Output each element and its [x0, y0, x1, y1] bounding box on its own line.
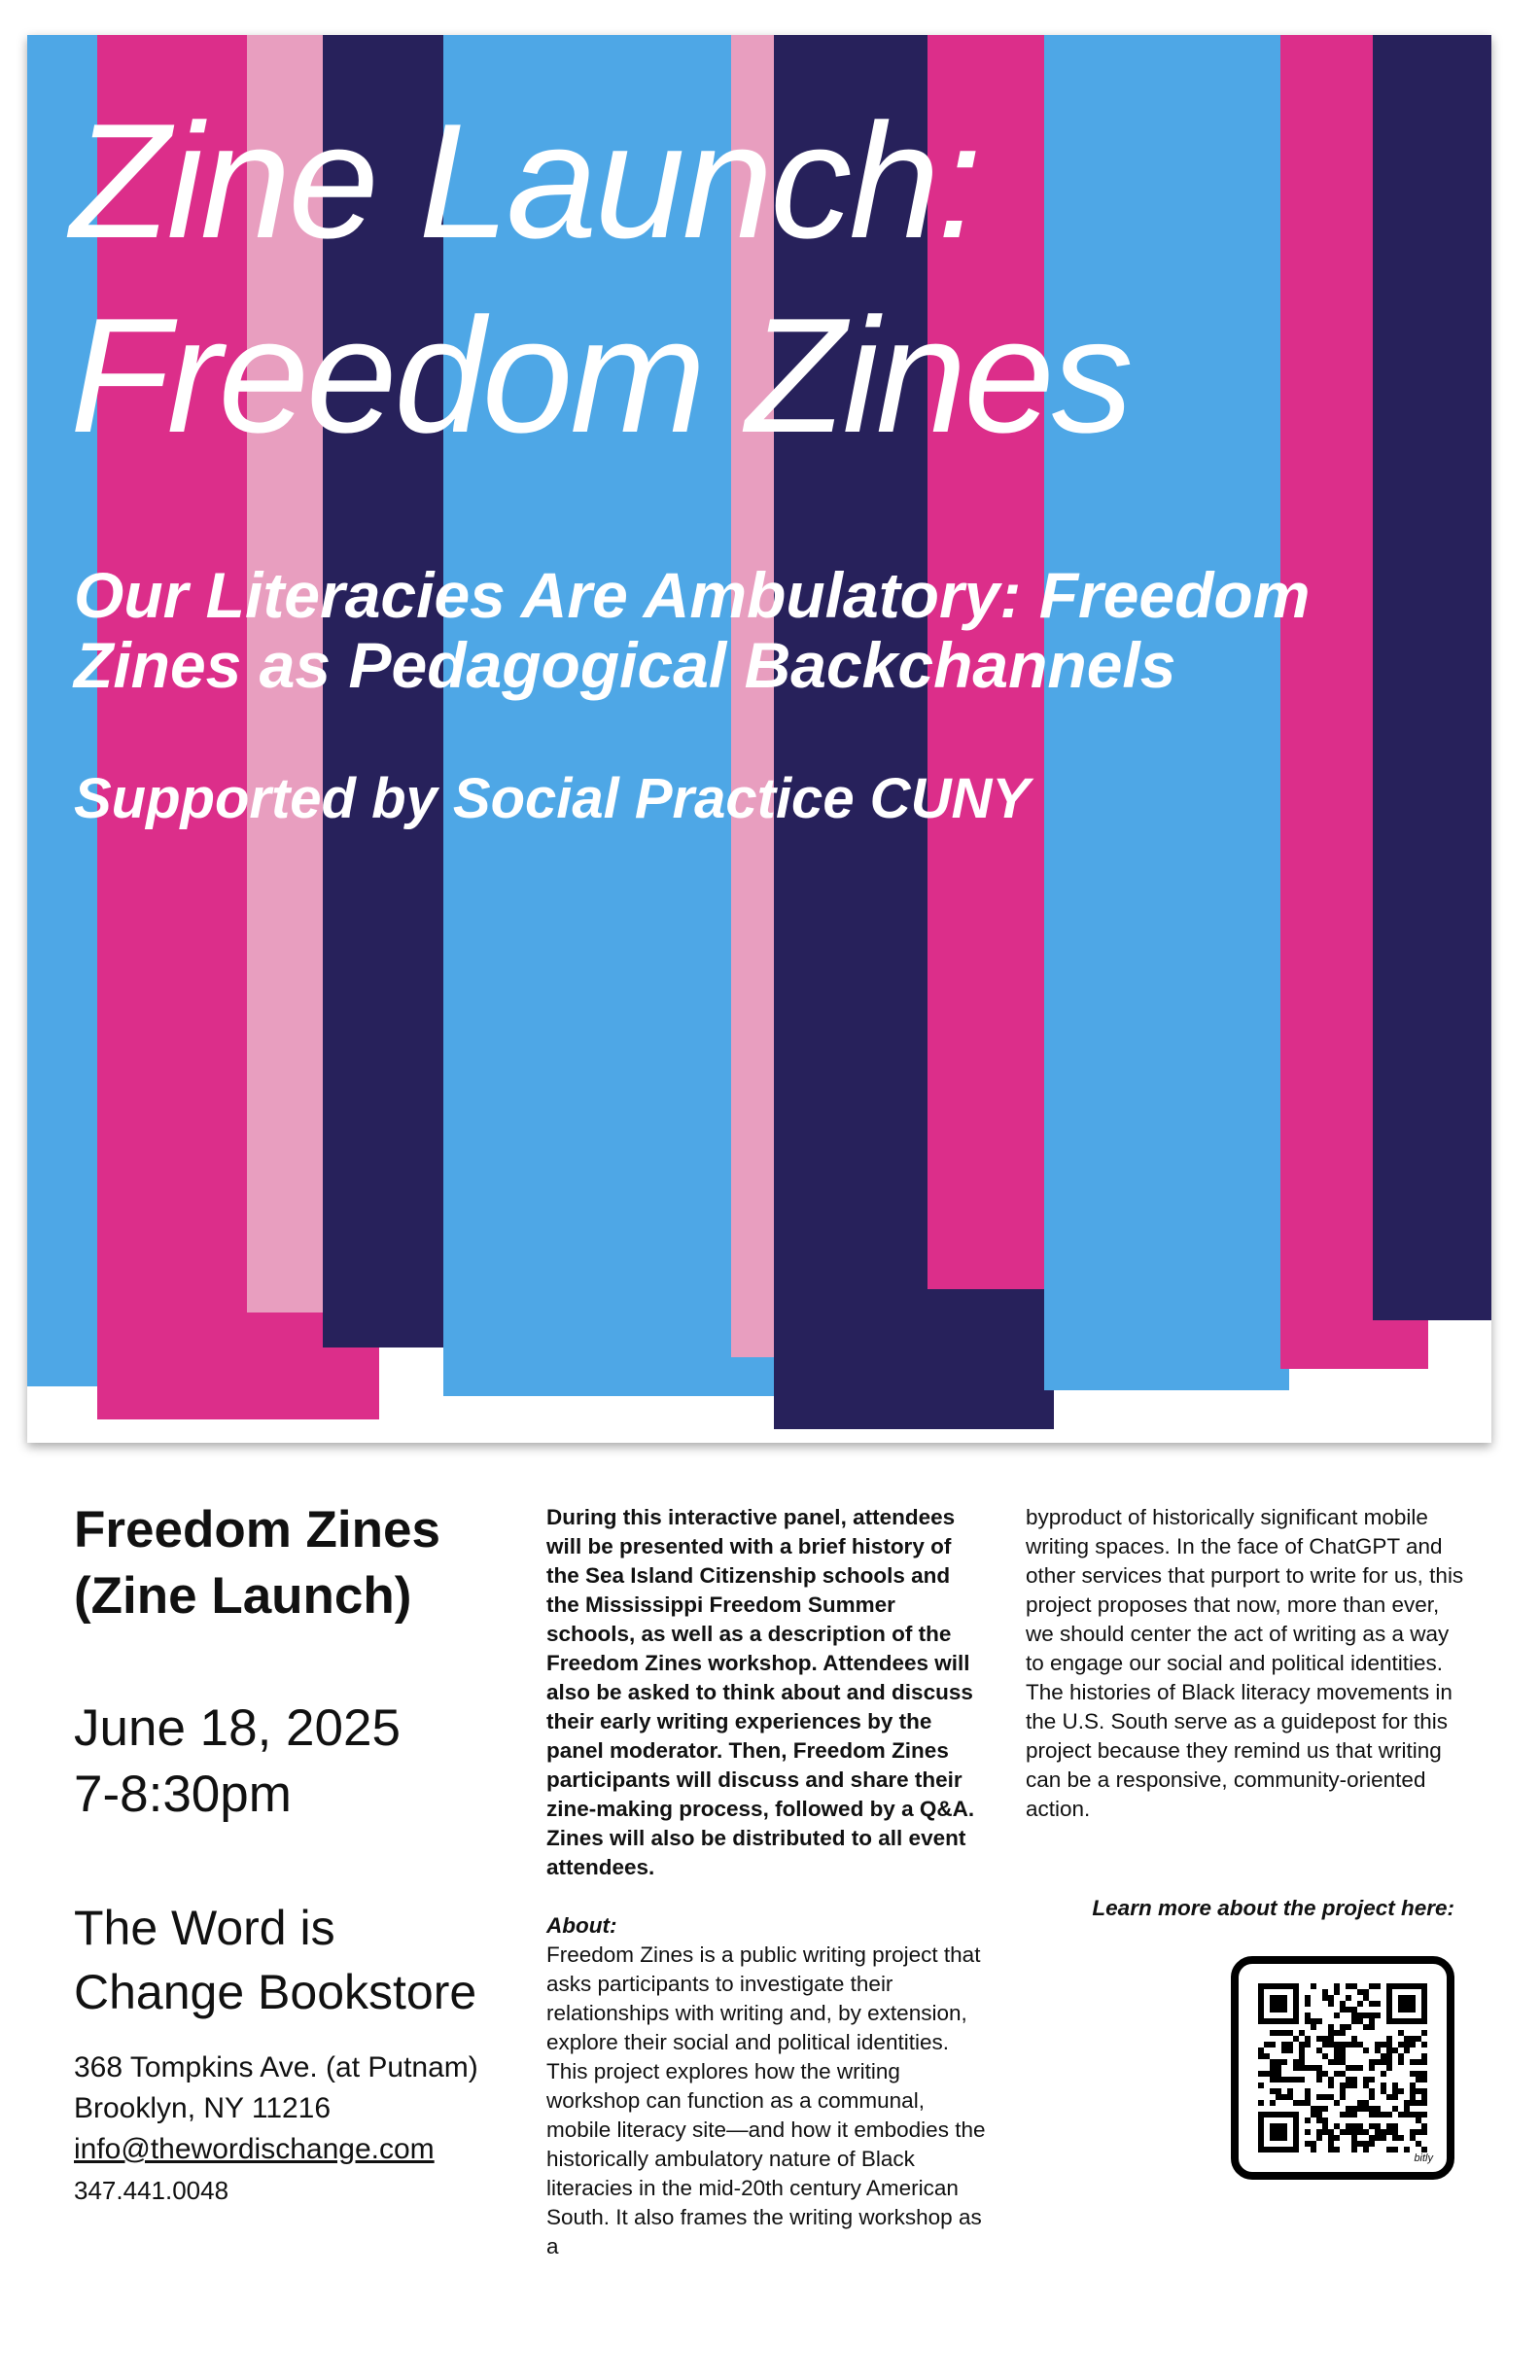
phone-number: 347.441.0048 [74, 2176, 229, 2205]
title-line-2: Freedom Zines [70, 284, 1131, 467]
event-time: 7-8:30pm [74, 1766, 292, 1823]
venue-name-line-2: Change Bookstore [74, 1965, 477, 2019]
about-label: About: [546, 1913, 617, 1938]
event-datetime [74, 1696, 401, 1828]
address-line-2: Brooklyn, NY 11216 [74, 2092, 332, 2124]
about-text-continued: byproduct of historically significant mobile writing spaces. In the face of ChatGPT and other services that purport to write for us, this project proposes that now, more than ever, we should center the act of writing as a way to engage our social and political identities. The histories of Black literacy movements in the U.S. South serve as a guidepost for this project because they remind us that writing can be a responsive, community-oriented action. [1026, 1505, 1464, 1821]
venue-name-line-1: The Word is [74, 1901, 335, 1955]
description-column-2 [1026, 1503, 1468, 1824]
event-name [74, 1497, 440, 1629]
address-line-1: 368 Tompkins Ave. (at Putnam) [74, 2051, 478, 2083]
qr-code-icon [1258, 1983, 1427, 2152]
about-text: Freedom Zines is a public writing project that asks participants to investigate their relationships with writing and, by extension, explore their social and political identities. This project explores how the writing workshop can function as a communal, mobile literacy site—and how it embodies the historically ambulatory nature of Black literacies in the mid-20th century American South. It also frames the writing workshop as a [546, 1942, 986, 2258]
email-link[interactable]: info@thewordischange.com [74, 2133, 435, 2165]
description-column-1 [546, 1503, 989, 2261]
bitly-brand: bitly [1414, 2152, 1433, 2164]
event-date: June 18, 2025 [74, 1699, 401, 1757]
venue-name [74, 1896, 476, 2024]
event-name-line-1: Freedom Zines [74, 1501, 440, 1558]
qr-code[interactable] [1231, 1956, 1454, 2180]
panel-description: During this interactive panel, attendees will be presented with a brief history of the Sea Island Citizenship schools and the Mississippi Freedom Summer schools, as well as a description of the Freedom Zines workshop. Attendees will also be asked to think about and discuss their early writing experiences by the panel moderator. Then, Freedom Zines participants will discuss and share their zine-making process, followed by a Q&A. Zines will also be distributed to all event attendees. [546, 1505, 975, 1879]
support-line: Supported by Social Practice CUNY [74, 767, 1031, 830]
event-title [70, 84, 1131, 472]
event-subtitle: Our Literacies Are Ambulatory: Freedom Zines as Pedagogical Backchannels [74, 559, 1311, 701]
title-block [70, 84, 1131, 472]
title-line-1: Zine Launch: [70, 89, 980, 272]
venue-info [74, 2048, 478, 2211]
event-name-line-2: (Zine Launch) [74, 1567, 412, 1625]
qr-caption: Learn more about the project here: [1092, 1896, 1454, 1920]
banner [27, 35, 1491, 1443]
